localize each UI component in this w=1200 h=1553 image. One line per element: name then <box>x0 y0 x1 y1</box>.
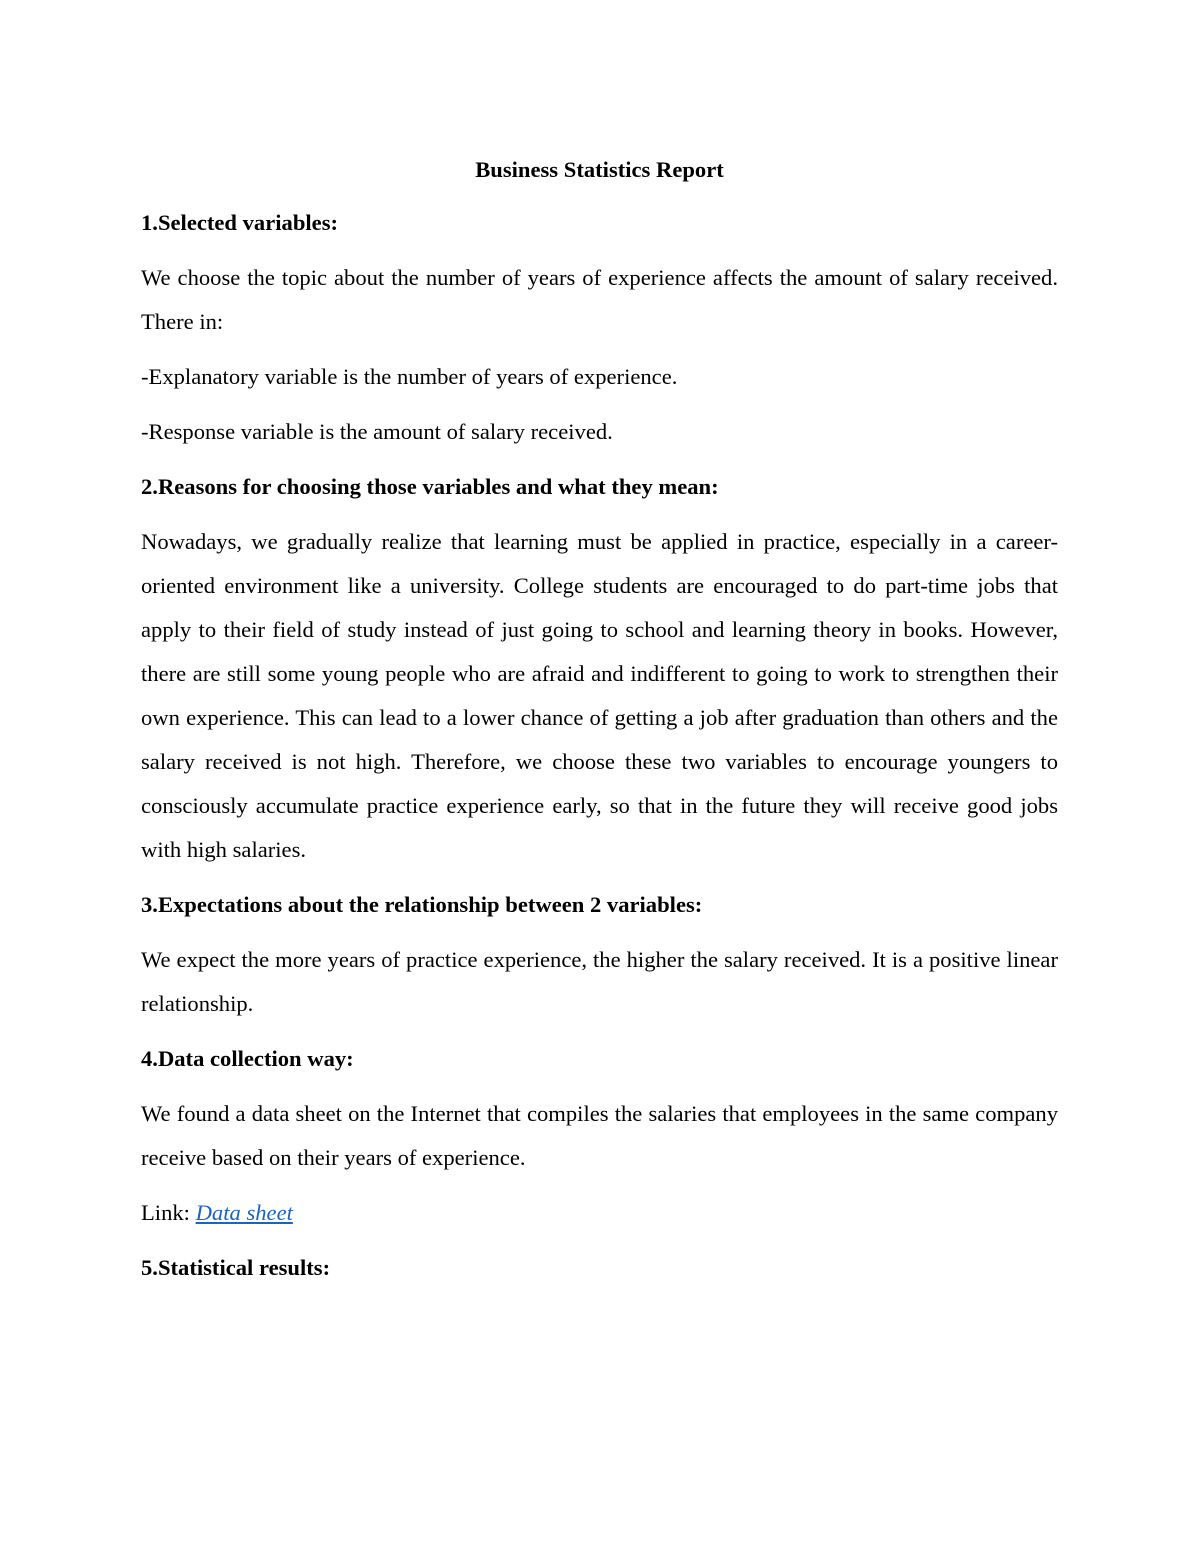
document-page <box>141 150 1058 1301</box>
section-2-paragraph-1: Nowadays, we gradually realize that learning must be applied in practice, especially in a career-oriented environment like a university. College students are encouraged to do part-time jobs that apply to their field of study instead of just going to school and learning theory in books. However, there are still some young people who are afraid and indifferent to going to work to strengthen their own experience. This can lead to a lower chance of getting a job after graduation than others and the salary received is not high. Therefore, we choose these two variables to encourage youngers to consciously accumulate practice experience early, so that in the future they will receive good jobs with high salaries. <box>141 529 1058 862</box>
section-4-heading: 4.Data collection way: <box>141 1046 354 1071</box>
section-1-paragraph-3: -Response variable is the amount of salary received. <box>141 419 613 444</box>
section-4-paragraph-1: We found a data sheet on the Internet that compiles the salaries that employees in the same company receive based on their years of experience. <box>141 1101 1058 1170</box>
section-3-heading: 3.Expectations about the relationship between 2 variables: <box>141 892 703 917</box>
link-prefix: Link: <box>141 1200 196 1225</box>
document-title: Business Statistics Report <box>475 157 724 182</box>
section-1-paragraph-1: We choose the topic about the number of years of experience affects the amount of salary received. There in: <box>141 265 1058 334</box>
section-5-heading: 5.Statistical results: <box>141 1255 331 1280</box>
section-4-link-line <box>141 1191 1058 1235</box>
section-2-heading: 2.Reasons for choosing those variables and what they mean: <box>141 474 719 499</box>
section-3-paragraph-1: We expect the more years of practice experience, the higher the salary received. It is a positive linear relationship. <box>141 947 1058 1016</box>
section-1-heading: 1.Selected variables: <box>141 210 339 235</box>
section-1-paragraph-2: -Explanatory variable is the number of years of experience. <box>141 364 678 389</box>
data-sheet-link[interactable]: Data sheet <box>195 1200 293 1225</box>
